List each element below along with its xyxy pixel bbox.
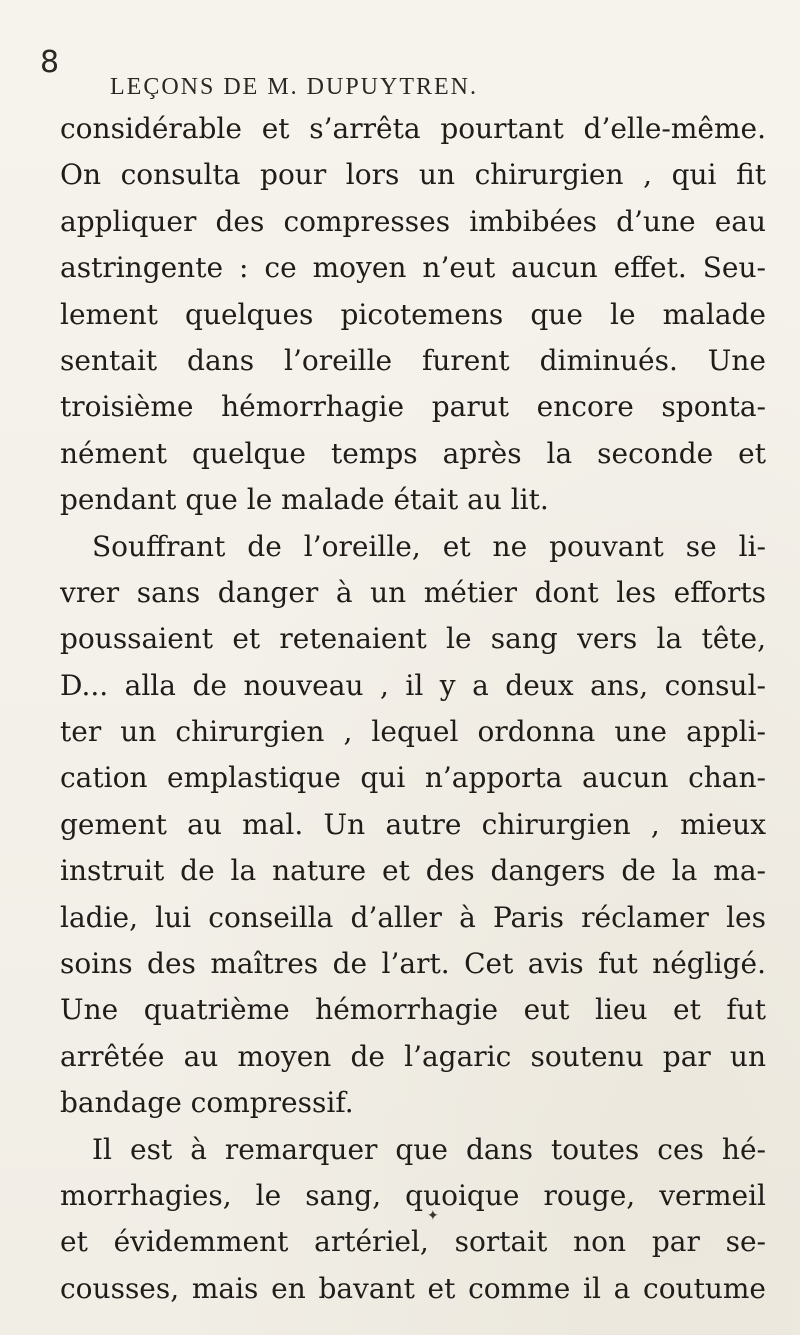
text-line: astringente : ce moyen n’eut aucun effet. Seu- xyxy=(60,251,766,285)
body-text xyxy=(60,106,766,1312)
running-head: LEÇONS DE M. DUPUYTREN. xyxy=(110,74,479,100)
text-line: nément quelque temps après la seconde et xyxy=(60,436,766,470)
text-line: Il est à remarquer que dans toutes ces hé- xyxy=(92,1132,766,1166)
text-line: On consulta pour lors un chirurgien , qui fit xyxy=(60,158,766,192)
text-line: morrhagies, le sang, quoique rouge, vermeil xyxy=(60,1178,766,1212)
text-line: lement quelques picotemens que le malade xyxy=(60,297,766,331)
text-line: ladie, lui conseilla d’aller à Paris réclamer les xyxy=(60,900,766,934)
text-line: Une quatrième hémorrhagie eut lieu et fut xyxy=(60,993,766,1027)
text-line: gement au mal. Un autre chirurgien , mieux xyxy=(60,807,766,841)
text-line: ter un chirurgien , lequel ordonna une appli- xyxy=(60,715,766,749)
text-line: bandage compressif. xyxy=(60,1086,354,1120)
text-line: D... alla de nouveau , il y a deux ans, consul- xyxy=(60,668,766,702)
text-line: pendant que le malade était au lit. xyxy=(60,483,549,517)
text-line: appliquer des compresses imbibées d’une eau xyxy=(60,204,766,238)
page-number: 8 xyxy=(40,45,60,80)
text-line: poussaient et retenaient le sang vers la tête, xyxy=(60,622,766,656)
text-line: Souffrant de l’oreille, et ne pouvant se li- xyxy=(92,529,766,563)
printer-mark-icon: ✦ xyxy=(427,1208,439,1224)
text-line: cation emplastique qui n’apporta aucun chan- xyxy=(60,761,766,795)
text-line: troisième hémorrhagie parut encore sponta- xyxy=(60,390,766,424)
text-line: arrêtée au moyen de l’agaric soutenu par un xyxy=(60,1039,766,1073)
text-line: considérable et s’arrêta pourtant d’elle-même. xyxy=(60,112,766,145)
text-line: vrer sans danger à un métier dont les efforts xyxy=(60,575,766,609)
text-line: sentait dans l’oreille furent diminués. Une xyxy=(60,343,766,377)
text-line: soins des maîtres de l’art. Cet avis fut négligé. xyxy=(60,947,766,981)
text-line: et évidemment artériel, sortait non par se- xyxy=(60,1225,766,1259)
text-line: instruit de la nature et des dangers de la ma- xyxy=(60,854,766,888)
text-line: cousses, mais en bavant et comme il a coutume xyxy=(60,1271,766,1305)
